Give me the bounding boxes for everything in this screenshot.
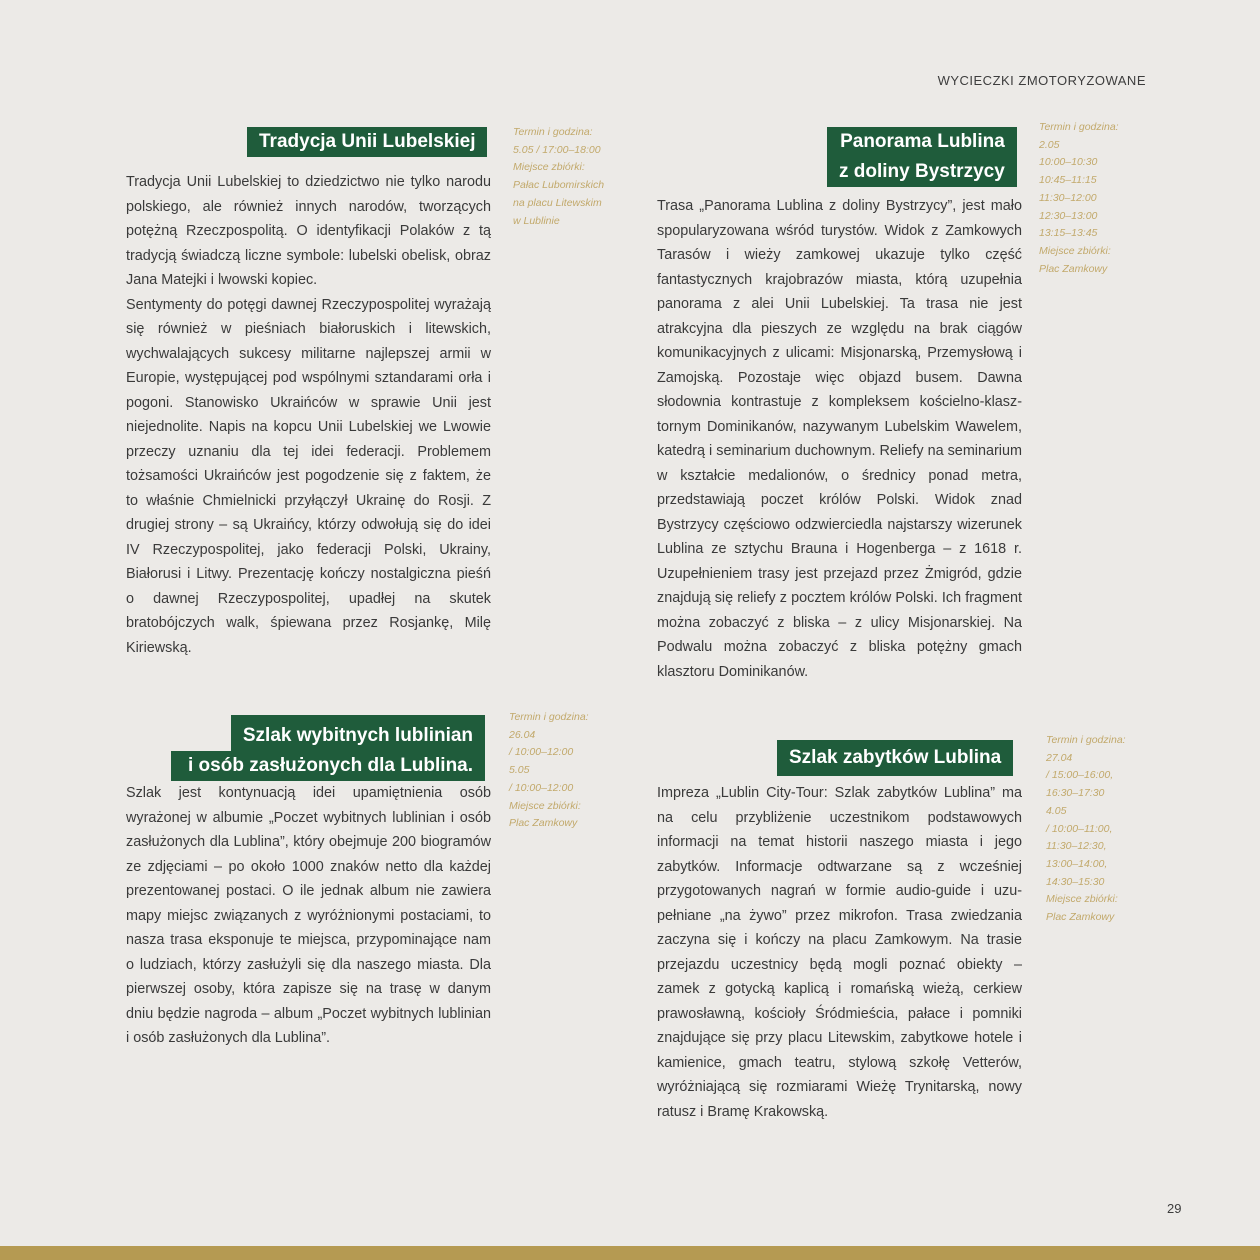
meta-line: 5.05	[509, 764, 530, 777]
meta-line: Miejsce zbiórki:	[509, 799, 581, 812]
meta-line: 5.05 / 17:00–18:00	[513, 143, 601, 156]
section-title-panorama	[827, 127, 1017, 187]
meta-line: 10:45–11:15	[1039, 174, 1097, 187]
paragraph: Sentymenty do potęgi dawnej Rzeczypospolitej wyrażają się również w pieśniach białoruskich i litewskich, wychwalających sukcesy militarne najlepszej armii w Europie, występującej pod wspólnymi sztandarami orła i pogoni. Stanowisko Ukraińców w sprawie Unii jest niejednolite. Napis na kopcu Unii Lubelskiej we Lwowie przeczy uznaniu dla tej idei federacji. Problemem tożsamości Ukraińców jest pogodzenie się z faktem, że to właśnie Chmielnicki przyłączył Ukrainę do Rosji. Z drugiej strony – są Ukraińcy, którzy odwołują się do idei IV Rzeczypospolitej, jako federacji Polski, Ukrainy, Białorusi i Litwy. Prezentację kończy nostalgiczna pieśń o dawnej Rzeczypospolitej, upadłej na skutek bratobójczych walk, śpiewana przez Rosjankę, Milę Kiriewską.	[126, 296, 491, 656]
meta-line: 14:30–15:30	[1046, 875, 1105, 888]
body-panorama	[657, 194, 1022, 684]
paragraph: Szlak jest kontynuacją idei upamiętnienia osób wyrażonej w albumie „Poczet wybitnych lublinian i osób zasłużonych dla Lublina”, który obejmuje 200 biogramów ze zdjęciami – po około 1000 znaków netto dla każdej prezentowanej postaci. O ile jednak album nie zawiera mapy miejsc związanych z wyróżnionymi postaciami, to nasza trasa eksponuje te miejsca, przypominające nam o ludziach, którzy zasłużyli się dla naszego miasta. Dla pierwszej osoby, która zapisze się na trasę w danym dniu będzie nagroda – album „Poczet wybitnych lublinian i osób zasłużonych dla Lublina”.	[126, 785, 491, 1046]
meta-line: Miejsce zbiórki:	[1046, 893, 1118, 906]
meta-line: w Lublinie	[513, 214, 560, 227]
body-szlak-wybitnych	[126, 781, 491, 1051]
meta-line: Termin i godzina:	[509, 711, 589, 723]
meta-line: 26.04	[509, 728, 536, 741]
meta-line: Plac Zamkowy	[1046, 911, 1115, 924]
meta-line: 13:15–13:45	[1039, 227, 1098, 240]
title-line: z doliny Bystrzycy	[839, 161, 1005, 182]
meta-panorama	[1039, 119, 1119, 278]
body-szlak-zabytkow	[657, 781, 1022, 1124]
meta-line: Termin i godzina:	[1039, 121, 1119, 133]
meta-line: Plac Zamkowy	[1039, 262, 1108, 275]
meta-line: / 10:00–12:00	[509, 746, 574, 759]
meta-line: na placu Litewskim	[513, 196, 602, 209]
meta-line: 2.05	[1039, 138, 1060, 151]
section-title-szlak-wybitnych	[171, 715, 485, 781]
title-line: i osób zasłużonych dla Lublina.	[171, 751, 485, 781]
title-line: Panorama Lublina	[840, 131, 1005, 152]
page-number: 29	[1167, 1201, 1182, 1216]
paragraph: Tradycja Unii Lubelskiej to dziedzictwo nie tylko narodu polskiego, ale również innych narodów, tworzących potężną Rzeczpospolitą. O identyfikacji Polaków z tą tradycją świadczą liczne symbole: lubelski obelisk, obraz Jana Matejki i lwowski kopiec.	[126, 174, 491, 288]
section-title-tradycja	[247, 127, 487, 157]
section-title-szlak-zabytkow	[777, 740, 1013, 776]
body-tradycja	[126, 170, 491, 660]
title-line: Tradycja Unii Lubelskiej	[259, 131, 476, 152]
paragraph: Trasa „Panorama Lublina z doliny Bystrzycy”, jest mało spopularyzowana wśród turystów. Widok z Zamkowych Tarasów i wieży zamkowej ukazuje tylko część fantastycznych krajobrazów miasta, którą uzupełnia panorama z alei Unii Lubelskiej. Ta trasa nie jest atrakcyjna dla pieszych ze względu na brak ciągów komunikacyjnych z ulicami: Misjonarską, Przemysłową i Zamojską. Pozostaje więc objazd busem. Dawna słodownia kontrastuje z kompleksem kościelno-klasztornym Dominikanów, nazywanym Lubelskim Wawelem, katedrą i seminarium duchownym. Reliefy na seminarium w kształcie medalionów, o średnicy ponad metra, przedstawiają poczet królów Polski. Widok znad Bystrzycy częściowo odzwierciedla najstarszy wizerunek Lublina ze sztychu Brauna i Hogenberga – z 1618 r. Uzupełnieniem trasy jest przejazd przez Żmigród, gdzie znajdują się reliefy z pocztem królów Polski. Ich fragment można zobaczyć z bliska – z ulicy Misjonarskiej. Na Podwalu można zobaczyć z bliska potężny gmach klasztoru Dominikanów.	[657, 198, 1022, 680]
meta-line: 13:00–14:00,	[1046, 857, 1108, 870]
meta-line: 11:30–12:00	[1039, 191, 1097, 204]
title-line: Szlak zabytków Lublina	[789, 747, 1002, 768]
meta-line: 10:00–10:30	[1039, 156, 1098, 169]
meta-line: 12:30–13:00	[1039, 209, 1098, 222]
title-line: Szlak wybitnych lublinian	[231, 715, 485, 751]
meta-line: Miejsce zbiórki:	[1039, 244, 1111, 257]
meta-line: 16:30–17:30	[1046, 787, 1105, 800]
meta-tradycja	[513, 124, 604, 230]
bottom-accent-bar	[0, 1246, 1260, 1260]
meta-line: / 10:00–11:00,	[1046, 822, 1113, 835]
meta-line: Miejsce zbiórki:	[513, 161, 585, 174]
paragraph: Impreza „Lublin City-Tour: Szlak zabytków Lublina” ma na celu przybliżenie uczestnikom podstawowych informacji na temat historii naszego miasta i jego zabytków. Informacje odtwarzane są z wcześniej przygotowanych nagrań w formie audio-guide i uzupełniane „na żywo” przez mikrofon. Trasa zwiedzania zaczyna się i kończy na placu Zamkowym. Na trasie przejazdu uczestnicy będą mogli poznać obiekty – zamek z gotycką kaplicą i romańską wieżą, cerkiew prawosławną, kościoły Śródmieścia, pałace i pomniki znajdujące się przy placu Litewskim, zabytkowe hotele i kamienice, gmach teatru, stylową szkołę Vetterów, wyróżniającą się rozmiarami Wieżę Trynitarską, nowy ratusz i Bramę Krakowską.	[657, 785, 1022, 1120]
meta-line: Termin i godzina:	[1046, 734, 1126, 746]
meta-szlak-wybitnych	[509, 709, 589, 833]
meta-line: / 10:00–12:00	[509, 781, 574, 794]
meta-line: 27.04	[1046, 751, 1073, 764]
meta-line: Pałac Lubomirskich	[513, 179, 605, 192]
meta-line: Plac Zamkowy	[509, 817, 578, 830]
meta-line: 11:30–12:30,	[1046, 840, 1107, 853]
meta-szlak-zabytkow	[1046, 732, 1126, 927]
meta-line: Termin i godzina:	[513, 126, 593, 138]
running-header: WYCIECZKI ZMOTORYZOWANE	[937, 73, 1146, 88]
meta-line: / 15:00–16:00,	[1046, 769, 1114, 782]
meta-line: 4.05	[1046, 804, 1067, 817]
